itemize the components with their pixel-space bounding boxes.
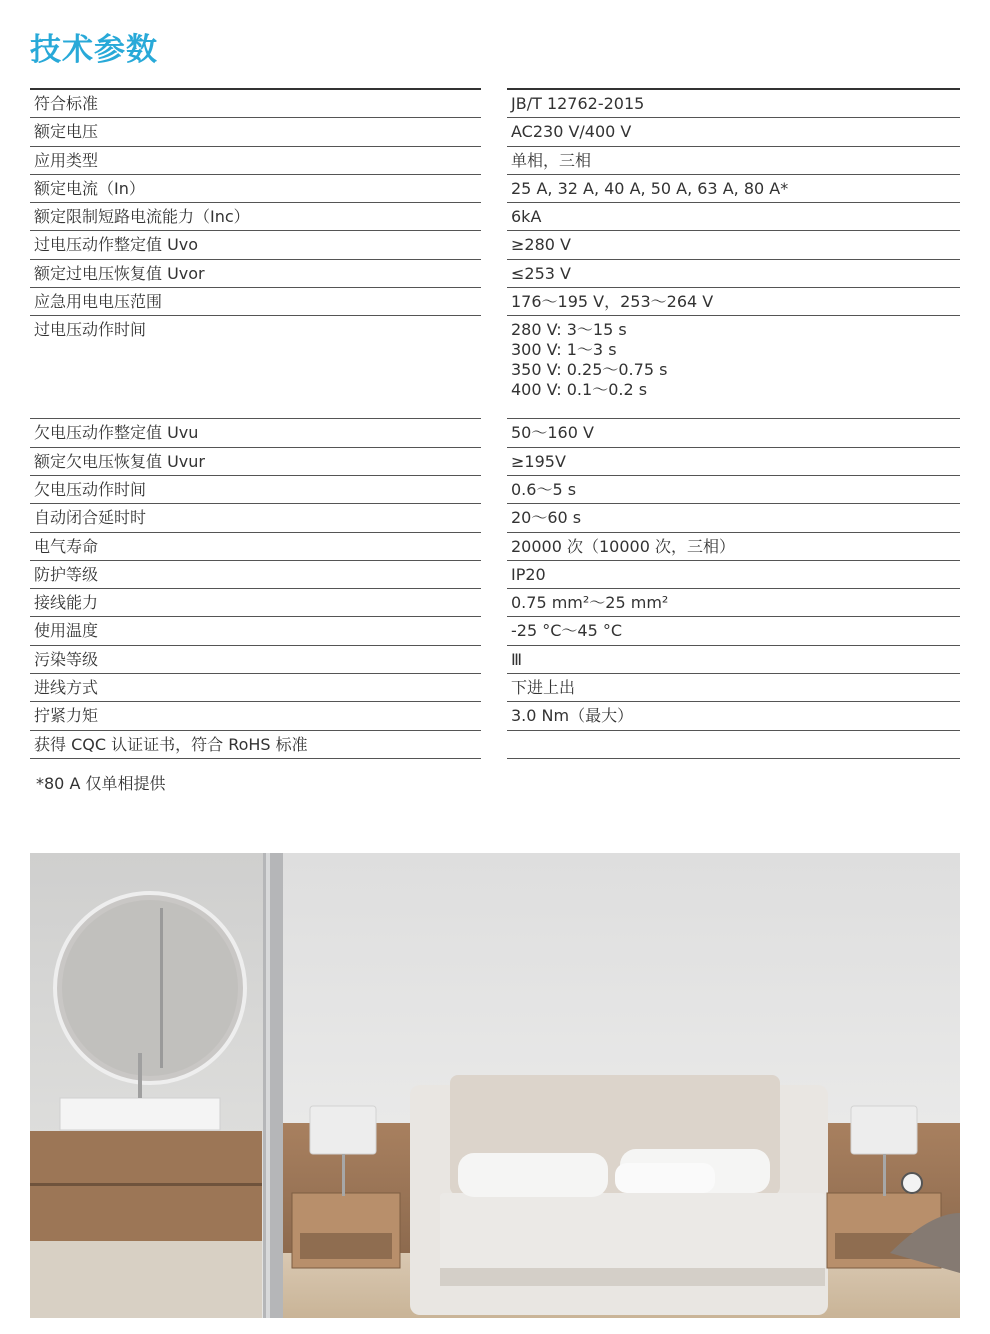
spec-value: 50～160 V — [507, 419, 960, 447]
spec-label: 应用类型 — [30, 147, 481, 175]
spec-value: IP20 — [507, 561, 960, 589]
spec-label: 额定电流（In） — [30, 175, 481, 203]
spec-value: AC230 V/400 V — [507, 118, 960, 146]
spec-label: 额定欠电压恢复值 Uvur — [30, 448, 481, 476]
spec-label: 额定限制短路电流能力（Inc） — [30, 203, 481, 231]
spec-value: 0.6～5 s — [507, 476, 960, 504]
spec-label: 获得 CQC 认证证书，符合 RoHS 标准 — [30, 731, 481, 759]
spec-label: 自动闭合延时时 — [30, 504, 481, 532]
spec-value — [507, 731, 960, 759]
spec-label: 进线方式 — [30, 674, 481, 702]
spec-values-column — [507, 88, 960, 759]
spec-label: 电气寿命 — [30, 533, 481, 561]
spec-label: 额定电压 — [30, 118, 481, 146]
spec-value: ≤253 V — [507, 260, 960, 288]
spec-value: ≥280 V — [507, 231, 960, 259]
spec-value: 0.75 mm²～25 mm² — [507, 589, 960, 617]
spec-value: 6kA — [507, 203, 960, 231]
spec-value: 3.0 Nm（最大） — [507, 702, 960, 730]
spec-label: 过电压动作时间 — [30, 316, 481, 419]
spec-label: 过电压动作整定值 Uvo — [30, 231, 481, 259]
spec-label: 额定过电压恢复值 Uvor — [30, 260, 481, 288]
spec-value-line: 400 V: 0.1～0.2 s — [511, 380, 648, 400]
spec-label: 污染等级 — [30, 646, 481, 674]
spec-label: 接线能力 — [30, 589, 481, 617]
spec-value: 单相，三相 — [507, 147, 960, 175]
spec-label: 应急用电电压范围 — [30, 288, 481, 316]
spec-value: Ⅲ — [507, 646, 960, 674]
spec-value: 20000 次（10000 次，三相） — [507, 533, 960, 561]
spec-label: 欠电压动作整定值 Uvu — [30, 419, 481, 447]
spec-value: -25 °C～45 °C — [507, 617, 960, 645]
spec-value-line: 280 V: 3～15 s — [511, 320, 627, 340]
spec-label: 使用温度 — [30, 617, 481, 645]
bedroom-bathroom-photo — [30, 853, 960, 1318]
spec-value-line: 300 V: 1～3 s — [511, 340, 617, 360]
footnote: *80 A 仅单相提供 — [36, 774, 166, 793]
spec-label: 欠电压动作时间 — [30, 476, 481, 504]
spec-labels-column — [30, 88, 481, 759]
spec-value-line: 350 V: 0.25～0.75 s — [511, 360, 668, 380]
spec-label: 拧紧力矩 — [30, 702, 481, 730]
spec-value: 下进上出 — [507, 674, 960, 702]
spec-value: 20～60 s — [507, 504, 960, 532]
spec-value: JB/T 12762-2015 — [507, 90, 960, 118]
spec-value: 176～195 V，253～264 V — [507, 288, 960, 316]
spec-value-multiline — [507, 316, 960, 419]
page-title: 技术参数 — [30, 32, 158, 68]
spec-value: 25 A, 32 A, 40 A, 50 A, 63 A, 80 A* — [507, 175, 960, 203]
spec-label: 符合标准 — [30, 90, 481, 118]
spec-label: 防护等级 — [30, 561, 481, 589]
spec-value: ≥195V — [507, 448, 960, 476]
